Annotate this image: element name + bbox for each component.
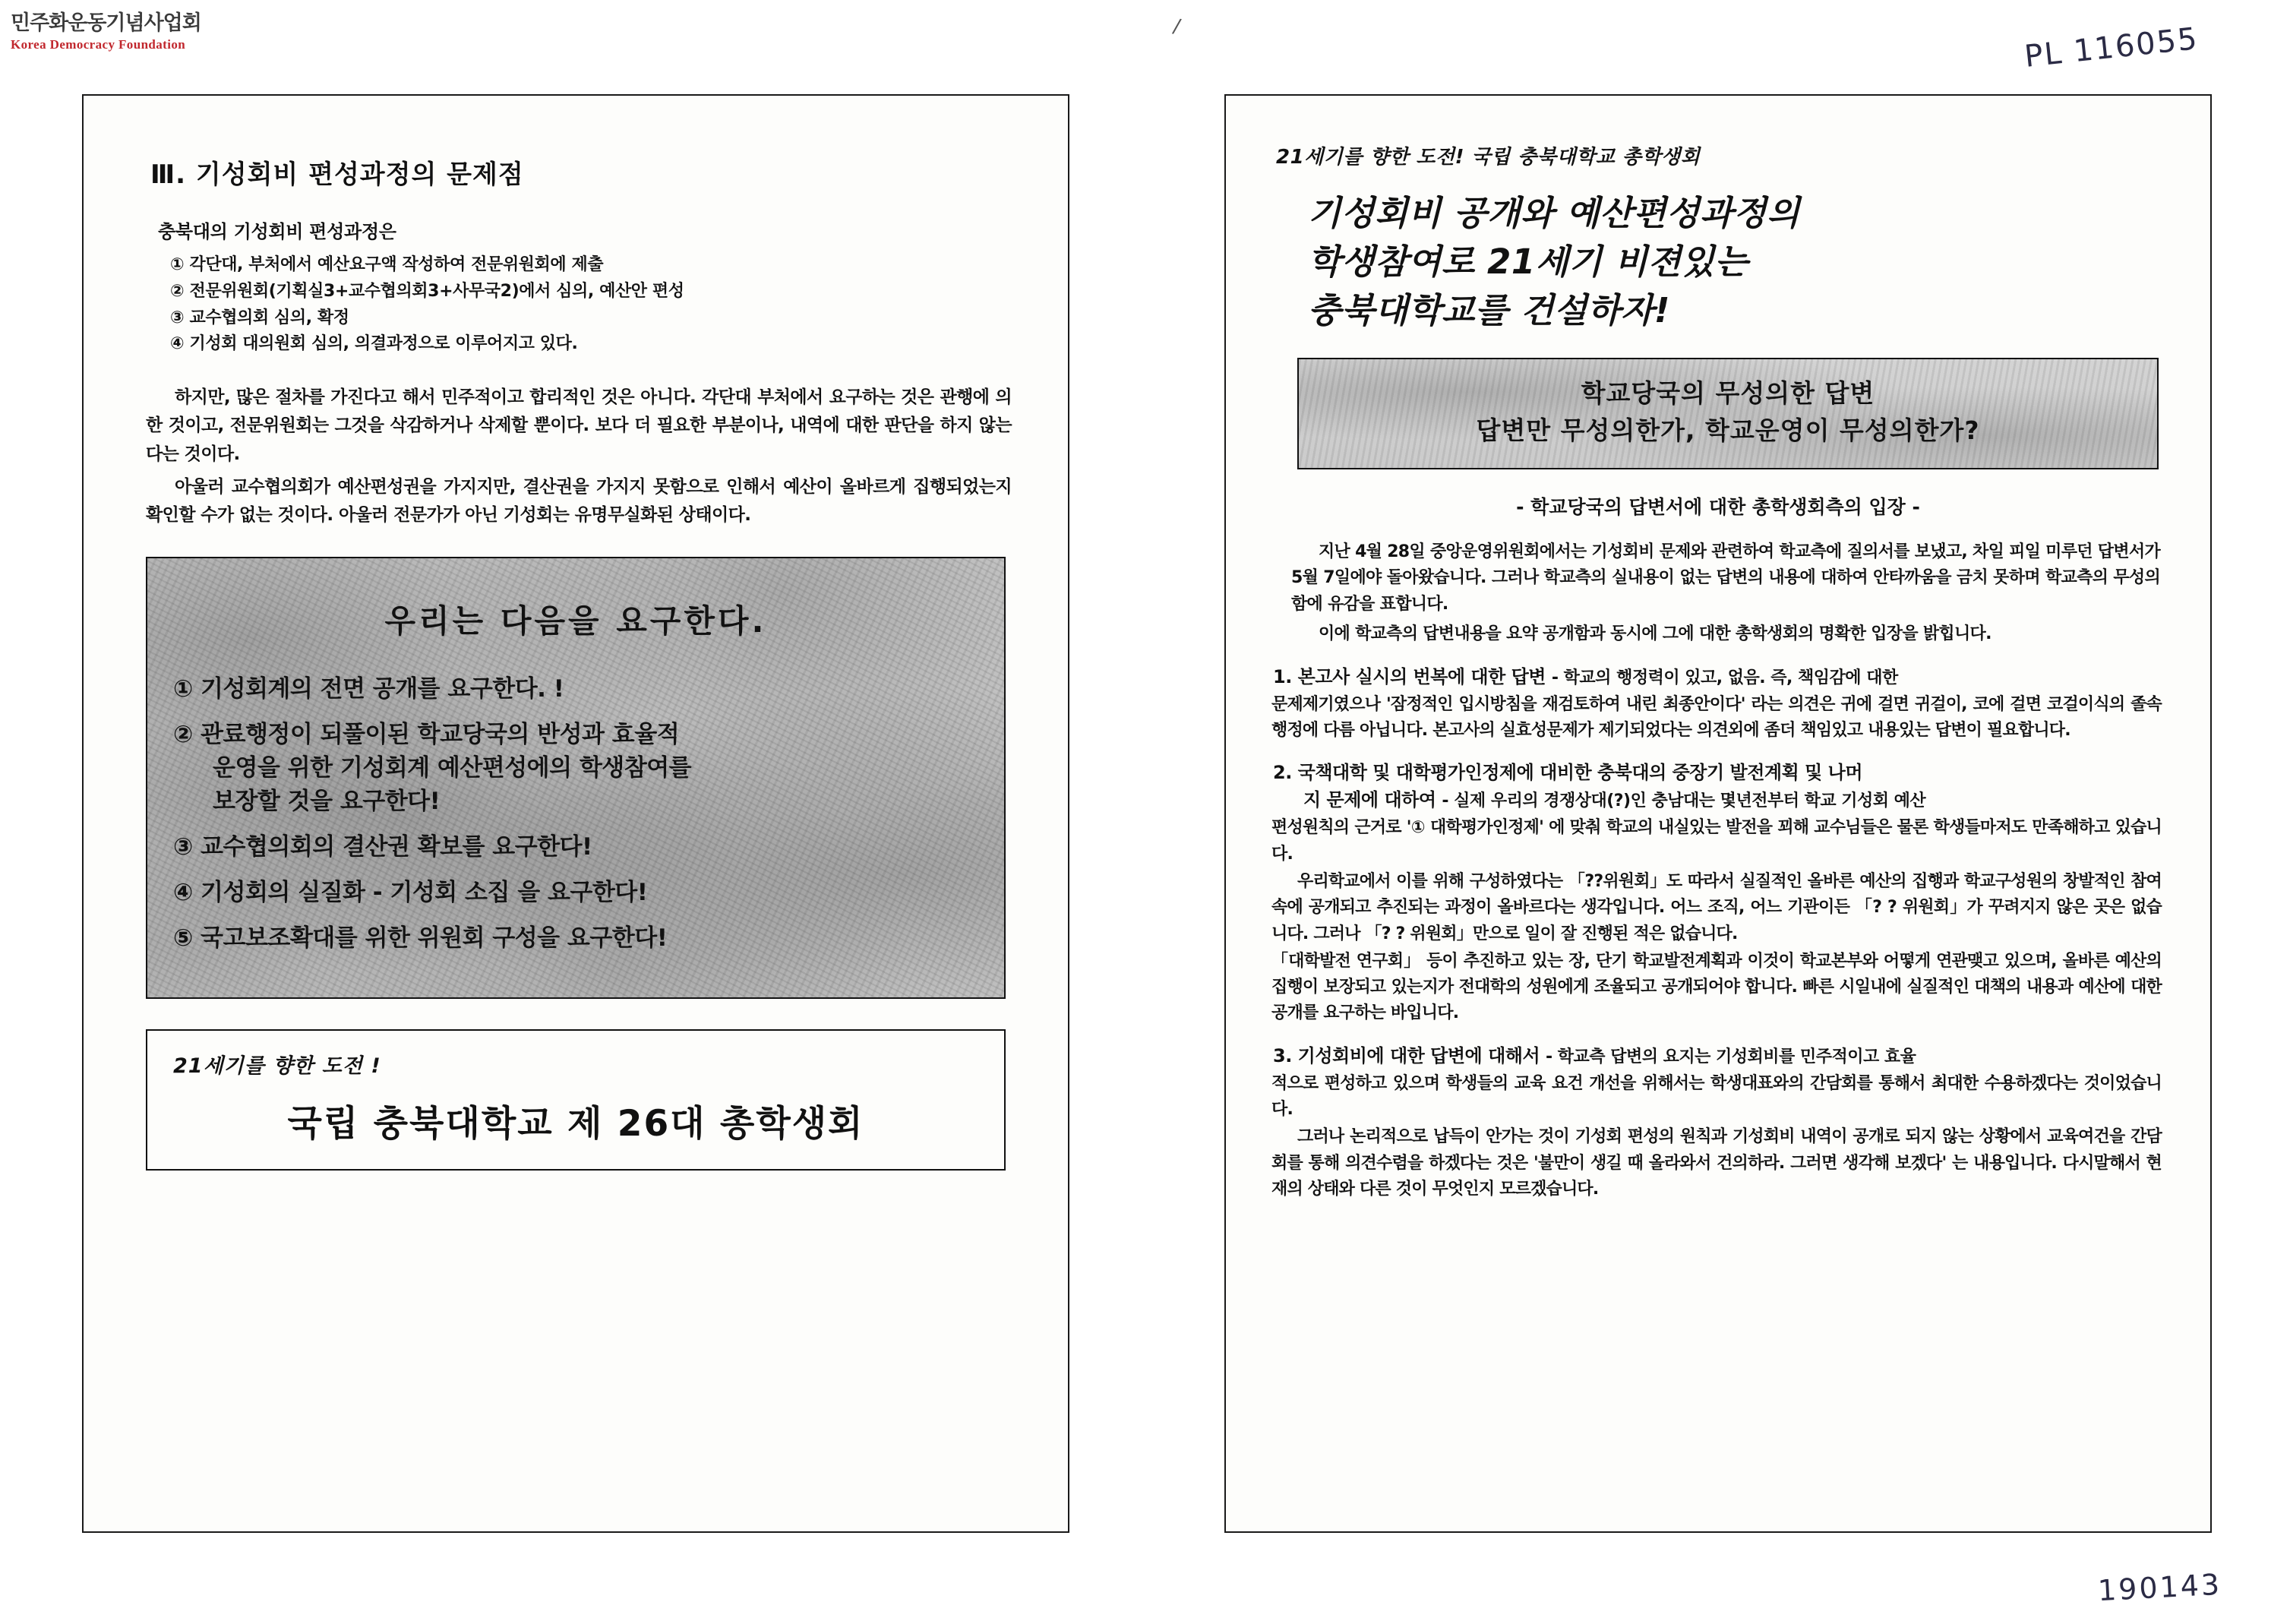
document-page-left: [82, 94, 1069, 1533]
kicker-line: 21세기를 향한 도전! 국립 충북대학교 총학생회: [1276, 146, 1701, 169]
section-heading-label: 2. 국책대학 및 대학평가인정제에 대비한 충북대의 중장기 발전계획 및 나머: [1273, 762, 1863, 784]
stance-caption: - 학교당국의 답변서에 대한 총학생회측의 입장 -: [1516, 495, 1920, 518]
section-body: 「대학발전 연구회」 등이 추진하고 있는 장, 단기 학교발전계획과 이것이 학교본부와 어떻게 연관맺고 있으며, 올바른 예산의 집행이 보장되고 있는지가 전대학의 성원에게 조율되고 공개되어야 합니다. 빠른 시일내에 실질적인 대책의 내용과 예산에 대한 공개를 요구하는 바입니다.: [1271, 951, 2162, 1023]
demand-item: [173, 830, 978, 864]
body-paragraph: 아울러 교수협의회가 예산편성권을 가지지만, 결산권을 가지지 못함으로 인해서 예산이 올바르게 집행되었는지 확인할 수가 없는 것이다. 아울러 전문가가 아닌 기성회는 유명무실화된 상태이다.: [146, 476, 1012, 525]
banner-slogan: 21세기를 향한 도전 !: [173, 1054, 381, 1079]
demand-text: 기성회의 실질화 - 기성회 소집 을 요구한다!: [201, 879, 648, 907]
list-item: ② 전문위원회(기획실3+교수협의회3+사무국2)에서 심의, 예산안 편성: [170, 281, 684, 301]
handwritten-page-number: 190143: [2096, 1567, 2223, 1608]
process-list: [170, 252, 1022, 358]
demand-number: ③: [173, 833, 193, 861]
headline-line: 충북대학교를 건설하자!: [1308, 289, 1670, 330]
section-heading-tail: - 학교의 행정력이 있고, 없음. 즉, 책임감에 대한: [1551, 668, 1898, 687]
handwritten-tick: /: [1170, 14, 1183, 39]
page-title: Ⅲ. 기성회비 편성과정의 문제점: [150, 160, 524, 190]
right-page-content: [1226, 96, 2210, 1531]
section-heading: [1271, 759, 2165, 814]
watermark-english: Korea Democracy Foundation: [11, 37, 186, 52]
left-page-content: [84, 96, 1068, 1531]
intro-paragraph: 이에 학교측의 답변내용을 요약 공개함과 동시에 그에 대한 총학생회의 명확한 입장을 밝힙니다.: [1319, 624, 1992, 643]
section-heading-label: 1. 본고사 실시의 번복에 대한 답변: [1273, 665, 1546, 687]
demand-item: [173, 672, 978, 706]
section-heading-tail: - 실제 우리의 경쟁상대(?)인 충남대는 몇년전부터 학교 기성회 예산: [1442, 791, 1926, 811]
headline-line: 학생참여로 21세기 비젼있는: [1308, 241, 1748, 282]
list-item: ④ 기성회 대의원회 심의, 의결과정으로 이루어지고 있다.: [170, 334, 578, 354]
document-page-right: [1224, 94, 2212, 1533]
demand-number: ⑤: [173, 924, 193, 953]
archive-watermark: [11, 6, 254, 52]
subhead-box: [1297, 358, 2159, 469]
section-heading: [1271, 1042, 2165, 1070]
section-heading-label: 3. 기성회비에 대한 답변에 대해서: [1273, 1044, 1540, 1066]
subhead-line: 답변만 무성의한가, 학교운영이 무성의한가?: [1476, 415, 1980, 446]
demand-number: ①: [173, 675, 193, 703]
section-heading-tail: - 학교측 답변의 요지는 기성회비를 민주적이고 효율: [1546, 1047, 1916, 1066]
section-body: 적으로 편성하고 있으며 학생들의 교육 요건 개선을 위해서는 학생대표와의 간담회를 통해서 최대한 수용하겠다는 것이었습니다.: [1271, 1073, 2162, 1120]
list-item: ③ 교수협의회 심의, 확정: [170, 308, 349, 327]
demands-box: [146, 557, 1006, 999]
lead-sentence: 충북대의 기성회비 편성과정은: [158, 221, 396, 242]
list-item: ① 각단대, 부처에서 예산요구액 작성하여 전문위원회에 제출: [170, 255, 604, 274]
demand-text: 교수협의회의 결산권 확보를 요구한다!: [201, 833, 592, 861]
section-body: 그러나 논리적으로 납득이 안가는 것이 기성회 편성의 원칙과 기성회비 내역이 공개로 되지 않는 상황에서 교육여건을 간담회를 통해 의견수렴을 하겠다는 것은 '불만이 생길 때 올라와서 건의하라. 그러면 생각해 보겠다' 는 내용입니다. 다시말해서 현재의 상태와 다른 것이 무엇인지 모르겠습니다.: [1271, 1127, 2162, 1199]
demand-text-line3: 보장할 것을 요구한다!: [213, 788, 441, 816]
watermark-korean: 민주화운동기념사업회: [11, 11, 201, 35]
subhead-line: 학교당국의 무성의한 답변: [1581, 378, 1875, 408]
demand-text: 기성회계의 전면 공개를 요구한다. !: [201, 675, 564, 703]
demand-text: 관료행정이 되풀이된 학교당국의 반성과 효율적: [201, 721, 680, 749]
section-body: 편성원칙의 근거로 '① 대학평가인정제' 에 맞춰 학교의 내실있는 발전을 꾀해 교수님들은 물론 학생들마저도 만족해하고 있습니다.: [1271, 818, 2162, 864]
demand-number: ④: [173, 879, 193, 907]
signature-banner: [146, 1029, 1006, 1171]
demand-number: ②: [173, 721, 193, 749]
intro-paragraph: 지난 4월 28일 중앙운영위원회에서는 기성회비 문제와 관련하여 학교측에 질의서를 보냈고, 차일 피일 미루던 답변서가 5월 7일에야 돌아왔습니다. 그러나 학교측의 실내용이 없는 답변의 내용에 대하여 안타까움을 금치 못하며 학교측의 무성의 함에 유감을 표합니다.: [1291, 542, 2160, 615]
body-paragraph: 하지만, 많은 절차를 가진다고 해서 민주적이고 합리적인 것은 아니다. 각단대 부처에서 요구하는 것은 관행에 의한 것이고, 전문위원회는 그것을 삭감하거나 삭제할 뿐이다. 보다 더 필요한 부분이나, 내역에 대한 판단을 하지 않는다는 것이다.: [146, 387, 1012, 464]
section-heading: [1271, 663, 2165, 690]
section-heading-line2-text: 지 문제에 대하여: [1303, 789, 1436, 811]
section-body: 문제제기였으나 '잠정적인 입시방침을 재검토하여 내린 최종안이다' 라는 의견은 귀에 걸면 귀걸이, 코에 걸면 코걸이식의 졸속행정에 다름 아닙니다. 본고사의 실효성문제가 제기되었다는 의견외에 좀더 책임있고 내용있는 답변이 필요합니다.: [1271, 694, 2162, 740]
demand-text-line2: 운영을 위한 기성회계 예산편성에의 학생참여를: [213, 754, 692, 782]
section-heading-label-line2: [1273, 786, 2165, 814]
demand-item: [173, 921, 978, 955]
headline-line: 기성회비 공개와 예산편성과정의: [1308, 193, 1800, 233]
section-body: 우리학교에서 이를 위해 구성하였다는 「??위원회」도 따라서 실질적인 올바른 예산의 집행과 학교구성원의 창발적인 참여속에 공개되고 추진되는 과정이 올바르다는 생각입니다. 어느 조직, 어느 기관이든 「? ? 위원회」가 꾸려지지 않은 곳은 없습니다. 그러나 「? ? 위원회」만으로 일이 잘 진행된 적은 없습니다.: [1271, 871, 2162, 943]
handwritten-call-number: PL 116055: [2023, 21, 2200, 74]
demand-item: [173, 718, 978, 818]
demand-item: [173, 876, 978, 909]
headline: [1308, 189, 2165, 335]
demand-text: 국고보조확대를 위한 위원회 구성을 요구한다!: [201, 924, 668, 953]
demands-title: 우리는 다음을 요구한다.: [384, 602, 767, 640]
banner-organization: 국립 충북대학교 제 26대 총학생회: [287, 1103, 864, 1145]
